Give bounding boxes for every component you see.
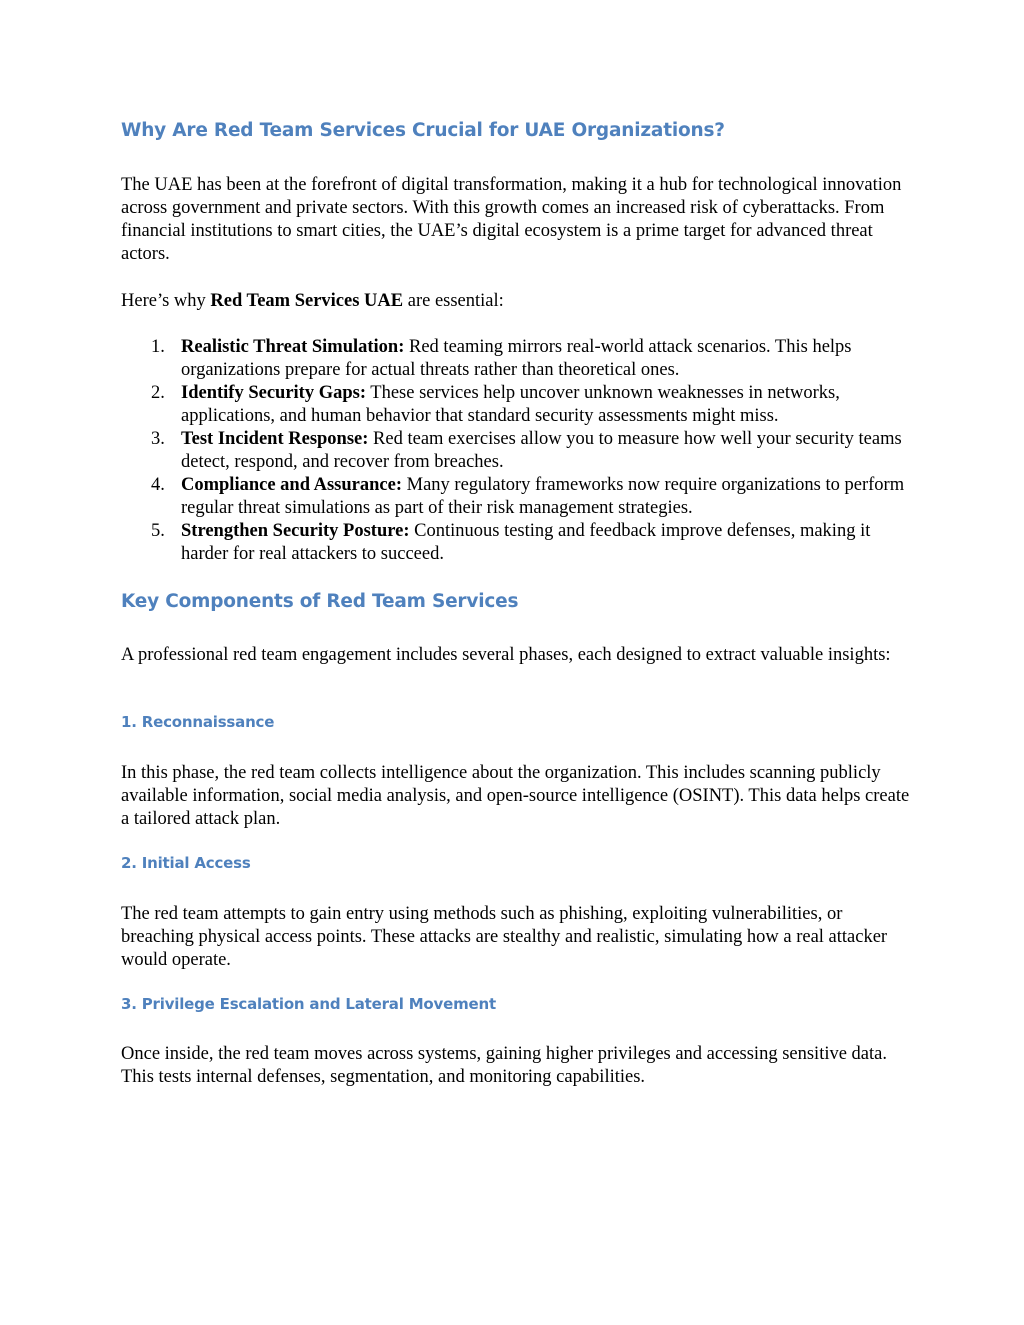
list-item bbox=[121, 474, 911, 520]
list-item-label: Test Incident Response: bbox=[181, 429, 369, 449]
list-number: 2. bbox=[151, 383, 165, 403]
list-number: 3. bbox=[151, 429, 165, 449]
list-item-text: Many regulatory frameworks now require organizations to perform regular threat simulations as part of their risk management strategies. bbox=[181, 475, 905, 518]
list-item-text: These services help uncover unknown weaknesses in networks, applications, and human behavior that standard security assessments might miss. bbox=[181, 383, 840, 426]
phase-text-initial-access: The red team attempts to gain entry using methods such as phishing, exploiting vulnerabilities, or breaching physical access points. These attacks are stealthy and realistic, simulating how a real attacker would operate. bbox=[121, 904, 888, 970]
why-suffix: are essential: bbox=[403, 291, 504, 311]
list-item-label: Compliance and Assurance: bbox=[181, 475, 402, 495]
intro-paragraph: The UAE has been at the forefront of digital transformation, making it a hub for technological innovation across government and private sectors. With this growth comes an increased risk of cyberattacks. From financial institutions to smart cities, the UAE’s digital ecosystem is a prime target for advanced threat actors. bbox=[121, 175, 902, 264]
list-number: 1. bbox=[151, 337, 165, 357]
phase-title-reconnaissance: 1. Reconnaissance bbox=[121, 713, 275, 731]
section-title-why-red-team: Why Are Red Team Services Crucial for UAE Organizations? bbox=[121, 120, 725, 141]
why-bold-term: Red Team Services UAE bbox=[210, 291, 404, 311]
why-prefix: Here’s why bbox=[121, 291, 211, 311]
list-item bbox=[121, 336, 911, 382]
section-title-key-components: Key Components of Red Team Services bbox=[121, 591, 519, 612]
list-item-label: Identify Security Gaps: bbox=[181, 383, 366, 403]
list-item bbox=[121, 382, 911, 428]
list-item bbox=[121, 428, 911, 474]
phase-text-privilege-escalation: Once inside, the red team moves across systems, gaining higher privileges and accessing sensitive data. This tests internal defenses, segmentation, and monitoring capabilities. bbox=[121, 1044, 887, 1087]
list-item-text: Continuous testing and feedback improve defenses, making it harder for real attackers to succeed. bbox=[181, 521, 871, 564]
why-paragraph bbox=[121, 290, 911, 313]
list-item-label: Strengthen Security Posture: bbox=[181, 521, 410, 541]
phase-title-initial-access: 2. Initial Access bbox=[121, 854, 251, 872]
list-number: 4. bbox=[151, 475, 165, 495]
list-item-text: Red team exercises allow you to measure how well your security teams detect, respond, and recover from breaches. bbox=[181, 429, 902, 472]
list-number: 5. bbox=[151, 521, 165, 541]
list-item-text: Red teaming mirrors real-world attack scenarios. This helps organizations prepare for actual threats rather than theoretical ones. bbox=[181, 337, 852, 380]
list-item-label: Realistic Threat Simulation: bbox=[181, 337, 405, 357]
components-intro-paragraph: A professional red team engagement includes several phases, each designed to extract valuable insights: bbox=[121, 645, 891, 665]
reasons-list bbox=[121, 336, 911, 566]
phase-text-reconnaissance: In this phase, the red team collects intelligence about the organization. This includes scanning publicly available information, social media analysis, and open-source intelligence (OSINT). This data helps create a tailored attack plan. bbox=[121, 763, 910, 829]
list-item bbox=[121, 520, 911, 566]
phase-title-privilege-escalation: 3. Privilege Escalation and Lateral Movement bbox=[121, 995, 496, 1013]
